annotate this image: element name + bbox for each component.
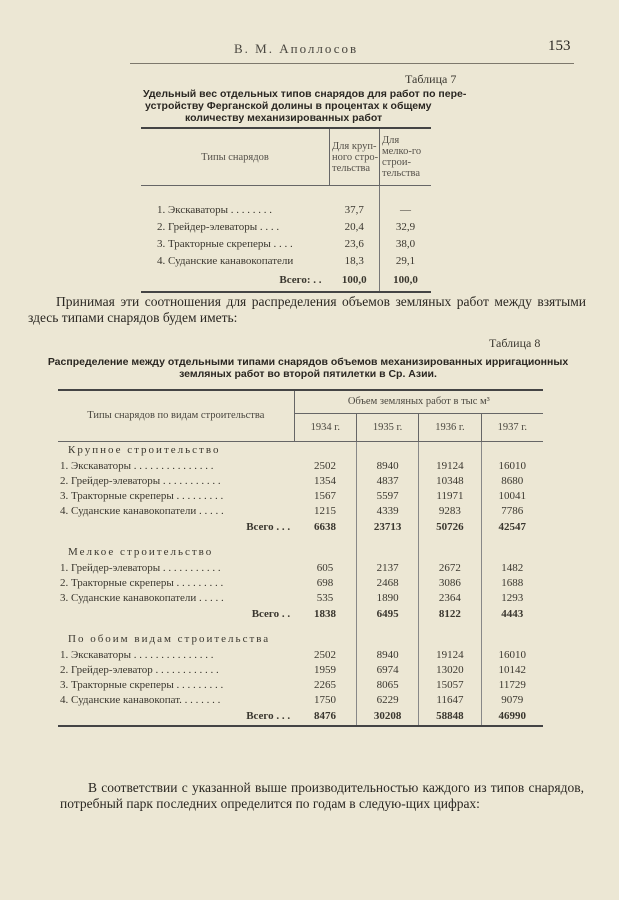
table-row: 1. Экскаваторы . . . . . . . . . . . . . . . 2502 8940 19124 16010 [60,460,527,472]
table-row: 3. Суданские канавокопатели . . . . . 535 1890 2364 1293 [60,592,524,604]
table7-caption-line1: Удельный вес отдельных типов снарядов для работ по пере- [143,88,467,100]
table7-col-small: Для мелко-го строи-тельства [380,128,432,186]
table-row: 4. Суданские канавокопатели . . . . . 1215 4339 9283 7786 [60,505,524,517]
table8-col-types: Типы снарядов по видам строительства [58,390,294,441]
table-row: 1. Экскаваторы . . . . . . . . . . . . . . . 2502 8940 19124 16010 [60,649,527,661]
table7-header [141,128,431,186]
table8 [58,389,543,727]
paragraph-2: В соответствии с указанной выше производительностью каждого из типов снарядов, потребный парк последних определится по годам в следую-щих цифрах: [60,780,584,811]
section-title: Крупное строительство [58,441,543,459]
table7-caption-line3: количеству механизированных работ [185,112,383,124]
table8-year-1935: 1935 г. [356,413,418,441]
author-name: В. М. Аполлосов [234,41,359,56]
table8-group-header: Объем земляных работ в тыс м³ [294,390,543,413]
table8-caption-line2: земляных работ во второй пятилетки в Ср. Азии. [179,368,437,380]
table7 [141,127,431,293]
table7-col-type: Типы снарядов [141,128,330,186]
table-row: 3. Тракторные скреперы . . . . . . . . . 2265 8065 15057 11729 [60,679,526,691]
section-total-row: Всего . . . 6638 23713 50726 42547 [58,519,543,536]
table8-year-1936: 1936 г. [419,413,481,441]
section-total-row: Всего . . . 8476 30208 58848 46990 [58,708,543,726]
table-row: 2. Тракторные скреперы . . . . . . . . . 698 2468 3086 1688 [60,577,524,589]
table-row: 2. Грейдер-элеваторы . . . . . . . . . . . 1354 4837 10348 8680 [60,475,524,487]
table8-caption [30,356,586,380]
paragraph-1: Принимая эти соотношения для распределения объемов земляных работ между взятыми здесь типами снарядов будем иметь: [28,294,586,325]
table8-year-1937: 1937 г. [497,421,527,433]
table8-caption-line1: Распределение между отдельными типами снарядов объемов механизированных ирригационных [47,356,569,368]
section-title: Мелкое строительство [58,544,543,561]
table-row: 4. Суданские канавокопат. . . . . . . . 1750 6229 11647 9079 [60,694,524,706]
table-row: 3. Тракторные скреперы . . . . 23,6 38,0 [141,235,431,252]
table8-year-1934: 1934 г. [294,413,356,441]
section-title: По обоим видам строительства [58,631,543,648]
section-total-row: Всего . . 1838 6495 8122 4443 [58,606,543,623]
table7-total-row: Всего: . . 100,0 100,0 [141,269,431,292]
table-row: 1. Экскаваторы . . . . . . . . 37,7 — [141,201,431,218]
table7-caption [143,88,483,124]
table-row: 3. Тракторные скреперы . . . . . . . . . 1567 5597 11971 10041 [60,490,527,502]
page-number: 153 [548,38,571,54]
table7-col-large: Для круп-ного стро-тельства [330,128,380,186]
table7-label: Таблица 7 [405,72,457,86]
header-rule [130,63,574,64]
table-row: 4. Суданские канавокопатели 18,3 29,1 [141,252,431,269]
table8-label: Таблица 8 [489,336,541,350]
table-row: 1. Грейдер-элеваторы . . . . . . . . . . . 605 2137 2672 1482 [60,562,524,574]
table-row: 2. Грейдер-элеваторы . . . . 20,4 32,9 [141,218,431,235]
running-head [0,38,619,62]
table7-caption-line2: устройству Ферганской долины в процентах к общему [145,100,432,112]
table-row: 2. Грейдер-элеватор . . . . . . . . . . . . 1959 6974 13020 10142 [60,664,527,676]
